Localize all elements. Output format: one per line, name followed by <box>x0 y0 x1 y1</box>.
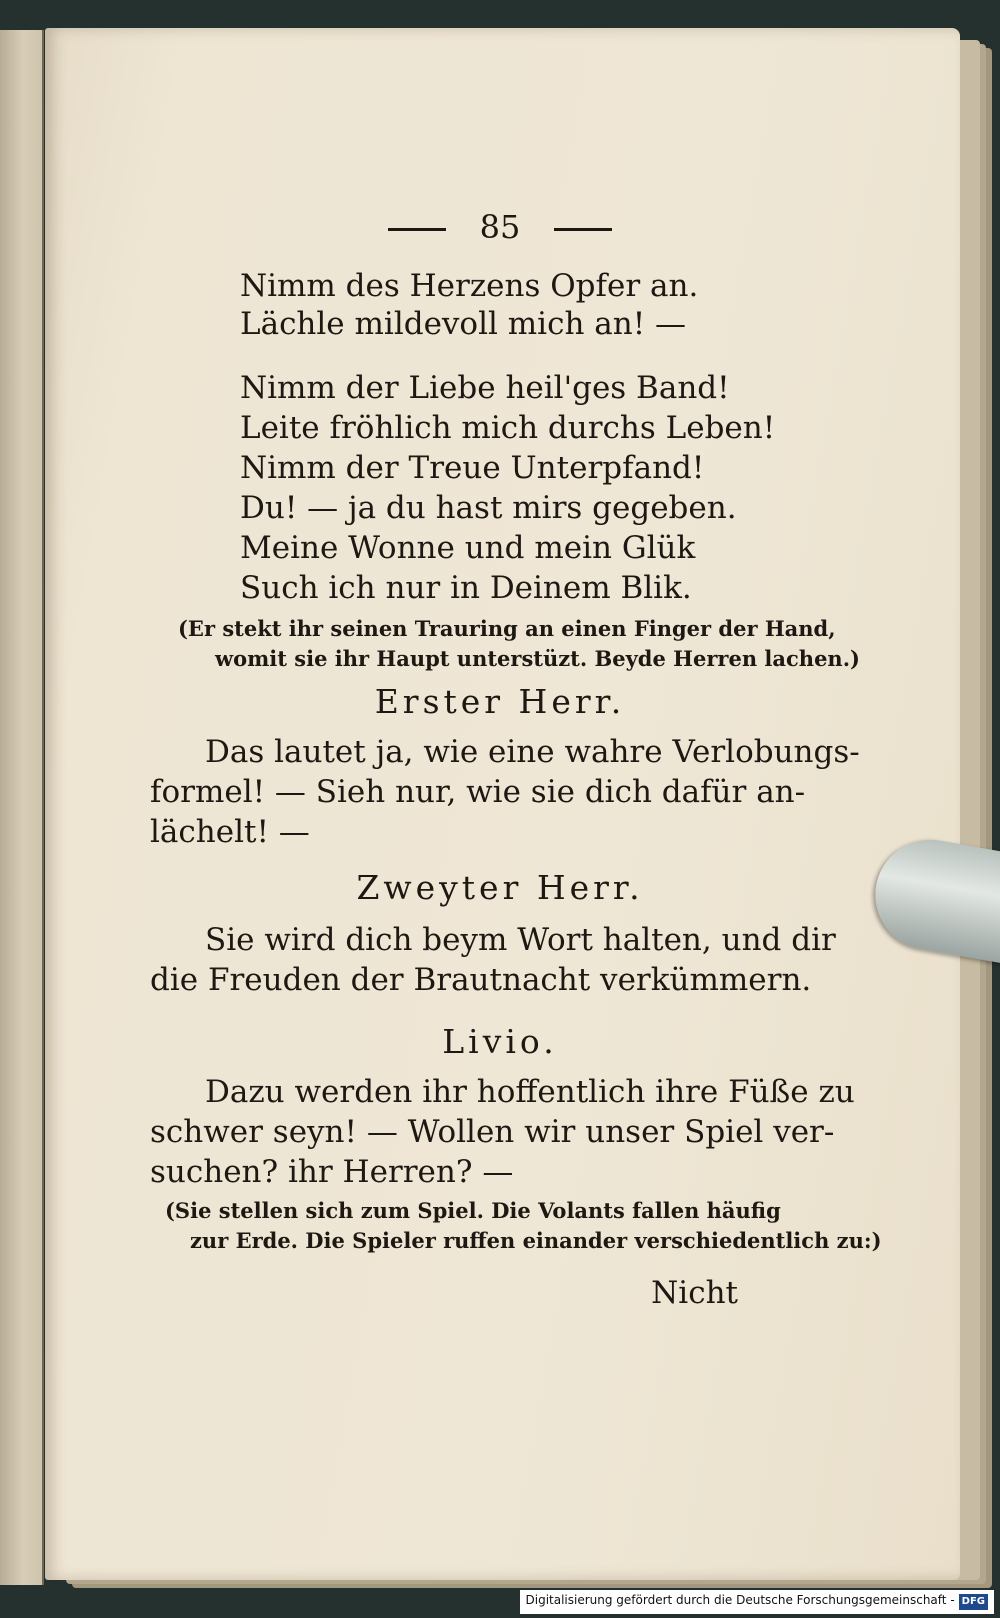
verse-line: Leite fröhlich mich durchs Leben! <box>240 410 776 446</box>
stage-direction-line: (Er stekt ihr seinen Trauring an einen Finger der Hand, <box>178 616 836 641</box>
verse-line: Nimm der Treue Unterpfand! <box>240 450 705 486</box>
footer-text: Digitalisierung gefördert durch die Deutsche Forschungsgemeinschaft - <box>525 1593 955 1607</box>
verse-line: Nimm des Herzens Opfer an. <box>240 268 699 304</box>
dialogue-line: lächelt! — <box>150 814 310 850</box>
facing-page-edge <box>0 30 44 1585</box>
stage-direction-line: womit sie ihr Haupt unterstüzt. Beyde Herren lachen.) <box>215 646 860 671</box>
speaker-heading: Erster Herr. <box>374 682 626 721</box>
verse-line: Such ich nur in Deinem Blik. <box>240 570 692 606</box>
stage-direction-line: zur Erde. Die Spieler ruffen einander verschiedentlich zu:) <box>190 1228 882 1253</box>
dialogue-line: Das lautet ja, wie eine wahre Verlobungs- <box>205 734 860 770</box>
stage-direction-line: (Sie stellen sich zum Spiel. Die Volants fallen häufig <box>165 1198 781 1223</box>
page-number-line <box>0 208 1000 246</box>
verse-line: Lächle mildevoll mich an! — <box>240 306 687 342</box>
dialogue-line: formel! — Sieh nur, wie sie dich dafür an- <box>150 774 806 810</box>
dialogue-line: schwer seyn! — Wollen wir unser Spiel ver- <box>150 1114 835 1150</box>
ornament-left <box>388 228 446 231</box>
verse-line: Du! — ja du hast mirs gegeben. <box>240 490 737 526</box>
dialogue-line: Sie wird dich beym Wort halten, und dir <box>205 922 836 958</box>
verse-line: Nimm der Liebe heil'ges Band! <box>240 370 730 406</box>
footer-credit <box>520 1590 995 1614</box>
ornament-right <box>554 228 612 231</box>
speaker-heading: Livio. <box>442 1022 558 1061</box>
catchword: Nicht <box>651 1275 738 1311</box>
dialogue-line: Dazu werden ihr hoffentlich ihre Füße zu <box>205 1074 855 1110</box>
verse-line: Meine Wonne und mein Glük <box>240 530 696 566</box>
speaker-heading: Zweyter Herr. <box>356 868 644 907</box>
dfg-logo: DFG <box>959 1594 988 1610</box>
dialogue-line: die Freuden der Brautnacht verkümmern. <box>150 962 812 998</box>
page-number: 85 <box>479 208 521 246</box>
dialogue-line: suchen? ihr Herren? — <box>150 1154 514 1190</box>
